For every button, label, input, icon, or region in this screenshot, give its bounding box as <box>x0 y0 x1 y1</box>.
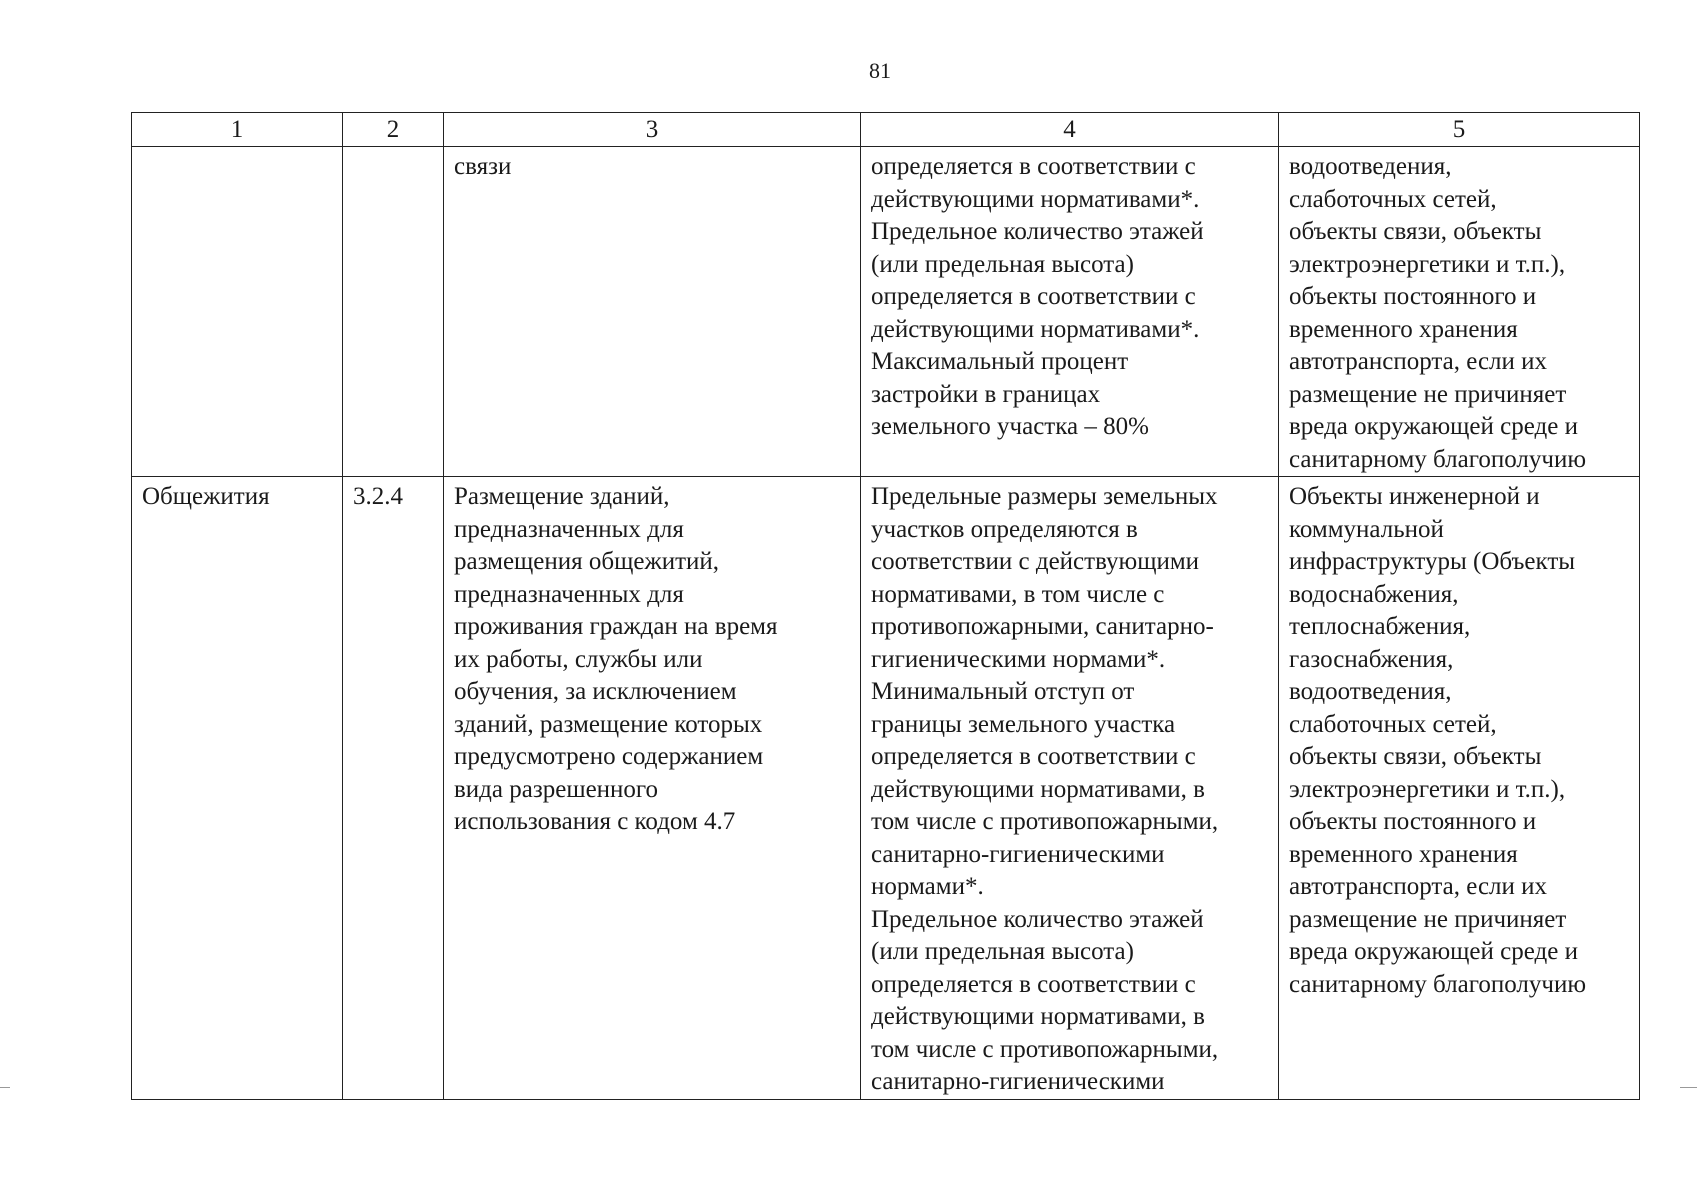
parameters-cell: Предельные размеры земельных участков определяются в соответствии с действующими нормативами, в том числе с противопожарными, санитарно- гигиеническими нормами*. Минимальный отступ от границы земельного участка определяется в соответствии с действующими нормативами, в том числе с противопожарными, санитарно-гигиеническими нормами*. Предельное количество этажей (или предельная высота) определяется в соответствии с действующими нормативами, в том числе с противопожарными, санитарно-гигиеническими <box>861 477 1279 1100</box>
column-header: 4 <box>861 113 1279 147</box>
table-header-row <box>132 113 1640 147</box>
scan-edge-mark-right <box>1680 1087 1697 1088</box>
auxiliary-uses-cell: Объекты инженерной и коммунальной инфраструктуры (Объекты водоснабжения, теплоснабжения, газоснабжения, водоотведения, слаботочных сетей, объекты связи, объекты электроэнергетики и т.п.), объекты постоянного и временного хранения автотранспорта, если их размещение не причиняет вреда окружающей среде и санитарному благополучию <box>1279 477 1640 1100</box>
column-header: 3 <box>444 113 861 147</box>
use-code-cell: 3.2.4 <box>343 477 444 1100</box>
page-number: 81 <box>869 58 891 83</box>
auxiliary-uses-cell: водоотведения, слаботочных сетей, объекты связи, объекты электроэнергетики и т.п.), объекты постоянного и временного хранения автотранспорта, если их размещение не причиняет вреда окружающей среде и санитарному благополучию <box>1279 147 1640 477</box>
regulations-table <box>131 112 1640 1100</box>
table-row <box>132 477 1640 1100</box>
use-type-cell <box>132 147 343 477</box>
description-cell: связи <box>444 147 861 477</box>
column-header: 1 <box>132 113 343 147</box>
table-row <box>132 147 1640 477</box>
parameters-cell: определяется в соответствии с действующими нормативами*. Предельное количество этажей (или предельная высота) определяется в соответствии с действующими нормативами*. Максимальный процент застройки в границах земельного участка – 80% <box>861 147 1279 477</box>
use-code-cell <box>343 147 444 477</box>
column-header: 5 <box>1279 113 1640 147</box>
description-cell: Размещение зданий, предназначенных для размещения общежитий, предназначенных для проживания граждан на время их работы, службы или обучения, за исключением зданий, размещение которых предусмотрено содержанием вида разрешенного использования с кодом 4.7 <box>444 477 861 1100</box>
use-type-cell: Общежития <box>132 477 343 1100</box>
scan-edge-mark-left <box>0 1087 10 1088</box>
column-header: 2 <box>343 113 444 147</box>
